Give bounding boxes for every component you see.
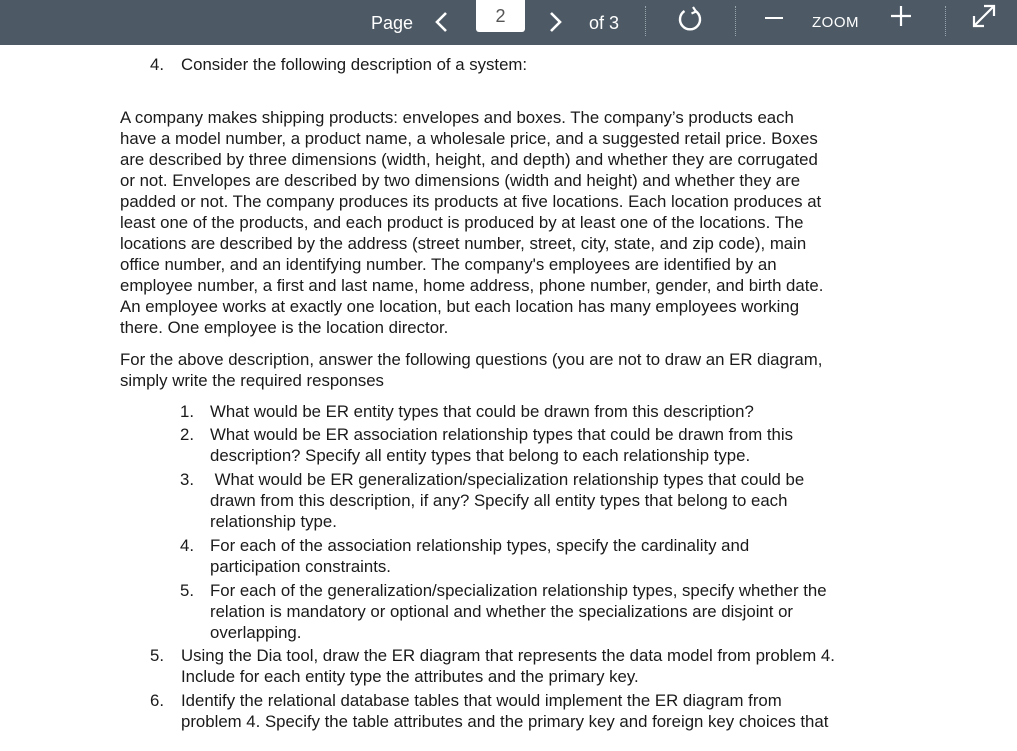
list-number: 4. [180, 536, 194, 555]
text-line: drawn from this description, if any? Specify all entity types that belong to each [210, 491, 788, 510]
list-item [180, 424, 793, 466]
text-line: Include for each entity type the attributes and the primary key. [181, 667, 639, 686]
chevron-left-icon[interactable] [432, 10, 452, 34]
list-number: 1. [180, 402, 194, 421]
question-number: 6. [150, 691, 164, 710]
text-line: Identify the relational database tables that would implement the ER diagram from [181, 691, 782, 710]
text-line: there. One employee is the location director. [120, 318, 449, 337]
question-text [181, 690, 828, 732]
text-line: simply write the required responses [120, 371, 384, 390]
text-line: Using the Dia tool, draw the ER diagram that represents the data model from problem 4. [181, 646, 835, 665]
text-line: What would be ER generalization/specialization relationship types that could be [210, 470, 805, 489]
list-item [180, 401, 754, 422]
viewer-toolbar [0, 0, 1017, 45]
text-line: For each of the generalization/specialization relationship types, specify whether the [210, 581, 827, 600]
text-line: least one of the products, and each product is produced by at least one of the locations. The [120, 213, 804, 232]
description-paragraph [120, 107, 823, 338]
text-line: relationship type. [210, 512, 337, 531]
page-number-input[interactable] [476, 0, 525, 32]
text-line: What would be ER association relationship types that could be drawn from this [210, 425, 793, 444]
chevron-right-icon[interactable] [545, 10, 565, 34]
text-line: employee number, a first and last name, home address, phone number, gender, and birth date. [120, 276, 824, 295]
text-line: An employee works at exactly one location, but each location has many employees working [120, 297, 800, 316]
question-text: Consider the following description of a system: [181, 55, 528, 74]
question-text [181, 645, 835, 687]
text-line: For the above description, answer the following questions (you are not to draw an ER diagram, [120, 350, 823, 369]
rotate-icon[interactable] [676, 4, 706, 34]
page-label: Page [371, 13, 414, 33]
list-number: 3. [180, 470, 194, 489]
zoom-label: ZOOM [812, 14, 859, 31]
text-line: participation constraints. [210, 557, 391, 576]
list-item [180, 469, 804, 532]
minus-icon[interactable] [762, 6, 786, 30]
text-line: A company makes shipping products: envelopes and boxes. The company’s products each [120, 108, 794, 127]
text-line: locations are described by the address (street number, street, city, state, and zip code), main [120, 234, 807, 253]
text-line: office number, and an identifying number. The company's employees are identified by an [120, 255, 777, 274]
text-line: padded or not. The company produces its products at five locations. Each location produces at [120, 192, 822, 211]
list-number: 2. [180, 425, 194, 444]
toolbar-divider [645, 6, 646, 36]
plus-icon[interactable] [889, 4, 913, 28]
toolbar-divider [735, 6, 736, 36]
question-number: 4. [150, 55, 164, 74]
text-line: have a model number, a product name, a wholesale price, and a suggested retail price. Boxes [120, 129, 818, 148]
text-line: relation is mandatory or optional and whether the specializations are disjoint or [210, 602, 794, 621]
list-item [180, 535, 749, 577]
text-line: are described by three dimensions (width, height, and depth) and whether they are corrugated [120, 150, 818, 169]
text-line: problem 4. Specify the table attributes and the primary key and foreign key choices that [181, 712, 829, 731]
text-line: overlapping. [210, 623, 302, 642]
page-count-label: of 3 [589, 13, 620, 33]
text-line: or not. Envelopes are described by two dimensions (width and height) and whether they are [120, 171, 801, 190]
document-page [0, 45, 1017, 751]
text-line: For each of the association relationship types, specify the cardinality and [210, 536, 750, 555]
list-number: 5. [180, 581, 194, 600]
question-number: 5. [150, 646, 164, 665]
toolbar-divider [945, 6, 946, 36]
instructions-paragraph [120, 349, 822, 391]
list-item [180, 580, 827, 643]
expand-icon[interactable] [970, 2, 998, 30]
text-line: description? Specify all entity types that belong to each relationship type. [210, 446, 751, 465]
text-line: What would be ER entity types that could be drawn from this description? [210, 402, 754, 421]
